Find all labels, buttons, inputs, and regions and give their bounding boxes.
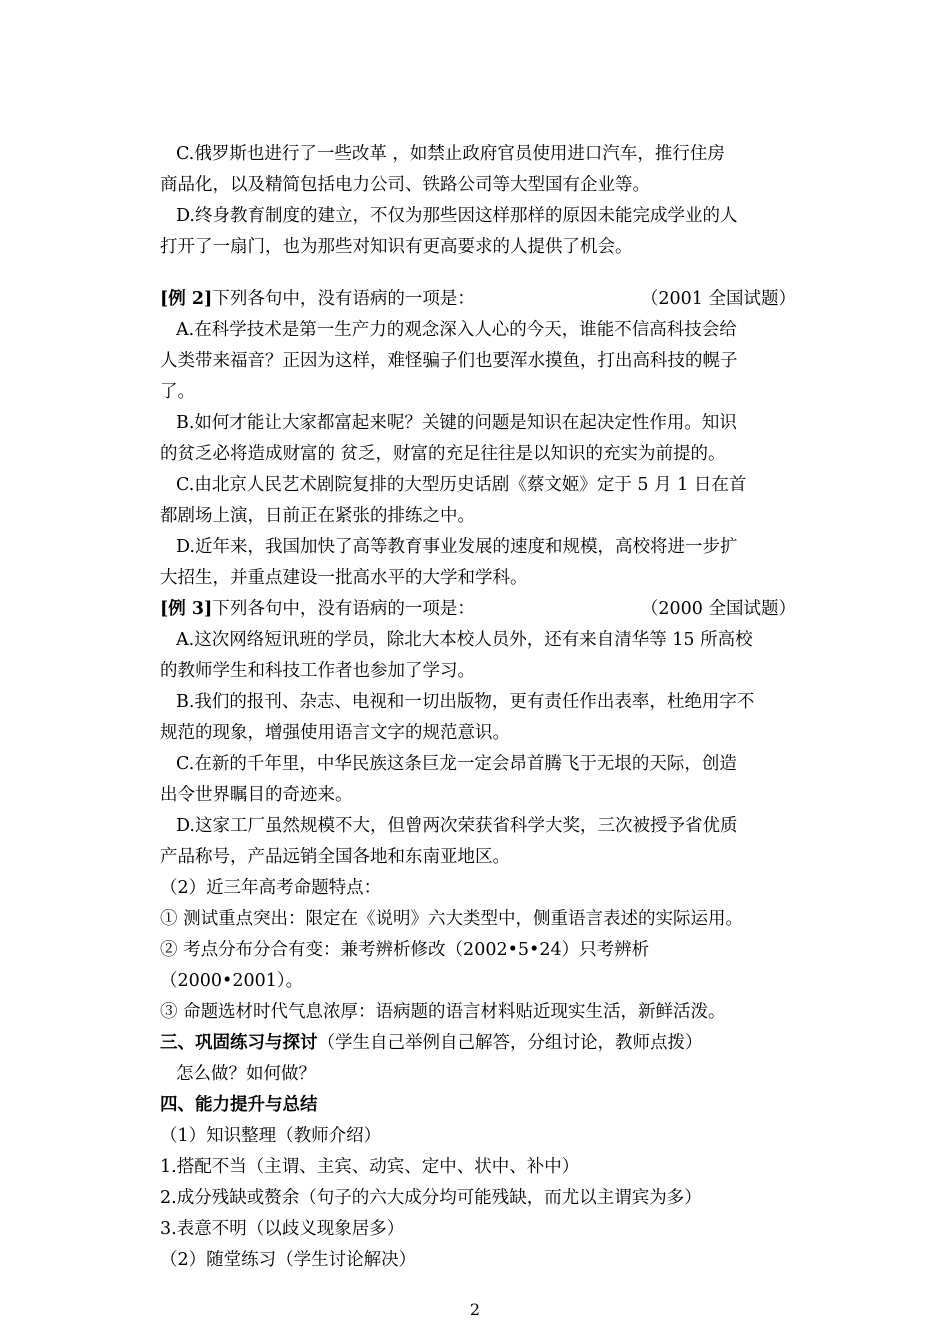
ex1-option-c-line1: C.俄罗斯也进行了一些改革 ，如禁止政府官员使用进口汽车，推行住房 [176, 144, 725, 164]
section4-item-2: 2.成分残缺或赘余（句子的六大成分均可能残缺，而尤以主谓宾为多） [160, 1188, 702, 1208]
section4-sub2: （2）随堂练习（学生讨论解决） [160, 1250, 417, 1270]
features-item-3: ③ 命题选材时代气息浓厚：语病题的语言材料贴近现实生活，新鲜活泼。 [160, 1002, 726, 1022]
features-item-2-cont: （2000•2001）。 [160, 971, 304, 991]
ex3-option-b-line1: B.我们的报刊、杂志、电视和一切出版物，更有责任作出表率，杜绝用字不 [176, 692, 755, 712]
ex1-option-d-line1: D.终身教育制度的建立，不仅为那些因这样那样的原因未能完成学业的人 [176, 206, 738, 226]
ex2-option-a-line3: 了。 [160, 382, 195, 402]
ex3-option-d-line2: 产品称号，产品远销全国各地和东南亚地区。 [160, 847, 510, 867]
ex3-label: [例 3] [160, 599, 213, 619]
ex3-option-c-line1: C.在新的千年里，中华民族这条巨龙一定会昂首腾飞于无垠的天际，创造 [176, 754, 737, 774]
ex2-source: （2001 全国试题） [640, 289, 796, 309]
ex2-label: [例 2] [160, 289, 213, 309]
ex3-prompt: 下列各句中，没有语病的一项是： [212, 599, 475, 619]
ex2-option-a-line2: 人类带来福音？正因为这样，难怪骗子们也要浑水摸鱼，打出高科技的幌子 [160, 351, 738, 371]
ex2-option-d-line1: D.近年来，我国加快了高等教育事业发展的速度和规模，高校将进一步扩 [176, 537, 738, 557]
ex3-option-a-line2: 的教师学生和科技工作者也参加了学习。 [160, 661, 475, 681]
ex3-option-c-line2: 出令世界瞩目的奇迹来。 [160, 785, 353, 805]
ex1-option-c-line2: 商品化，以及精简包括电力公司、铁路公司等大型国有企业等。 [160, 175, 650, 195]
section3-note: （学生自己举例自己解答，分组讨论，教师点拨） [317, 1033, 703, 1053]
section4-item-1: 1.搭配不当（主谓、主宾、动宾、定中、状中、补中） [160, 1157, 580, 1177]
ex2-option-c-line1: C.由北京人民艺术剧院复排的大型历史话剧《蔡文姬》定于 5 月 1 日在首 [176, 475, 747, 495]
features-heading: （2）近三年高考命题特点： [160, 878, 382, 898]
features-item-1: ① 测试重点突出：限定在《说明》六大类型中，侧重语言表述的实际运用。 [160, 909, 744, 929]
section3-sub: 怎么做？如何做？ [176, 1064, 316, 1084]
section4-title: 四、能力提升与总结 [160, 1095, 318, 1115]
ex3-option-b-line2: 规范的现象，增强使用语言文字的规范意识。 [160, 723, 510, 743]
section3-title: 三、巩固练习与探讨 [160, 1033, 318, 1053]
section3-heading [160, 1028, 800, 1059]
page-number: 2 [469, 1300, 481, 1319]
features-item-2: ② 考点分布分合有变：兼考辨析修改（2002•5•24）只考辨析 [160, 940, 650, 960]
ex3-option-d-line1: D.这家工厂虽然规模不大，但曾两次荣获省科学大奖，三次被授予省优质 [176, 816, 738, 836]
ex2-option-b-line2: 的贫乏必将造成财富的 贫乏，财富的充足往往是以知识的充实为前提的。 [160, 444, 726, 464]
ex3-option-a-line1: A.这次网络短讯班的学员，除北大本校人员外，还有来自清华等 15 所高校 [176, 630, 753, 650]
ex3-source: （2000 全国试题） [640, 599, 796, 619]
section4-item-3: 3.表意不明（以歧义现象居多） [160, 1219, 405, 1239]
ex2-heading [160, 284, 800, 315]
ex3-heading [160, 594, 800, 625]
ex2-prompt: 下列各句中，没有语病的一项是： [212, 289, 475, 309]
section4-sub1: （1）知识整理（教师介绍） [160, 1126, 382, 1146]
ex1-option-d-line2: 打开了一扇门，也为那些对知识有更高要求的人提供了机会。 [160, 237, 633, 257]
ex2-option-d-line2: 大招生，并重点建设一批高水平的大学和学科。 [160, 568, 528, 588]
ex2-option-c-line2: 都剧场上演，日前正在紧张的排练之中。 [160, 506, 475, 526]
ex2-option-a-line1: A.在科学技术是第一生产力的观念深入人心的今天，谁能不信高科技会给 [176, 320, 737, 340]
ex2-option-b-line1: B.如何才能让大家都富起来呢？关键的问题是知识在起决定性作用。知识 [176, 413, 737, 433]
